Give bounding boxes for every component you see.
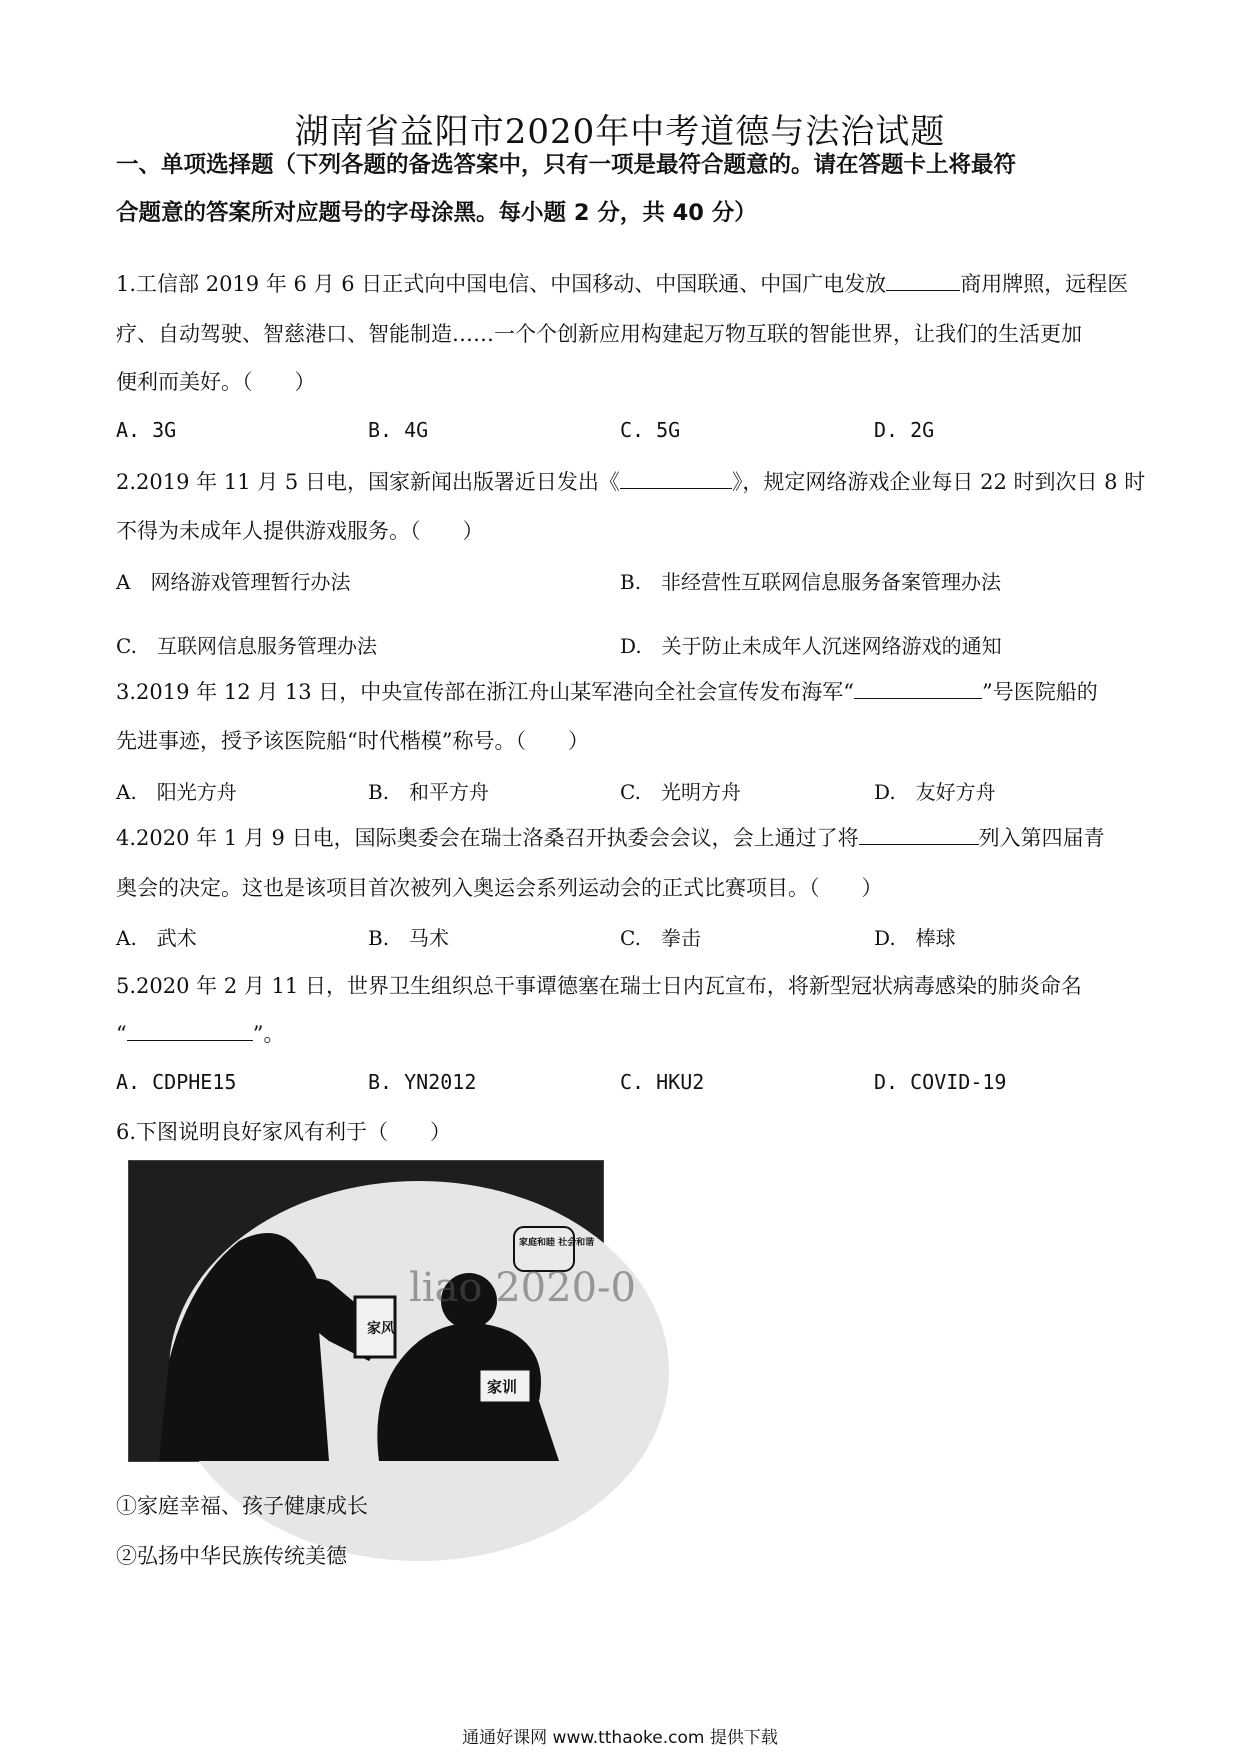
- q4-blank: [859, 826, 979, 845]
- q4-stem-line-2: 奥会的决定。这也是该项目首次被列入奥运会系列运动会的正式比赛项目。（ ）: [116, 876, 883, 900]
- q1-stem-line-3: 便利而美好。（ ）: [116, 370, 316, 394]
- q3-blank: [854, 680, 982, 699]
- section-heading: [116, 141, 1126, 237]
- q5-stem-line-1: 5.2020 年 2 月 11 日，世界卫生组织总干事谭德塞在瑞士日内瓦宣布，将新型冠状病毒感染的肺炎命名: [116, 974, 1082, 998]
- q3-option-b: B. 和平方舟: [368, 780, 490, 804]
- page-title: 湖南省益阳市2020年中考道德与法治试题: [294, 112, 946, 152]
- q5-stem-line-2: [116, 1018, 1146, 1048]
- q2-option-c: C. 互联网信息服务管理办法: [116, 634, 377, 658]
- q6-stem: 6.下图说明良好家风有利于（ ）: [116, 1120, 452, 1144]
- q2-option-d: D. 关于防止未成年人沉迷网络游戏的通知: [620, 634, 1002, 658]
- q3-option-a: A. 阳光方舟: [116, 780, 237, 804]
- q5-option-b: B. YN2012: [368, 1070, 477, 1094]
- footer-source: 通通好课网 www.tthaoke.com 提供下载: [462, 1728, 778, 1748]
- q3-stem-line-1: [116, 676, 1146, 706]
- q3-option-c: C. 光明方舟: [620, 780, 741, 804]
- q1-stem-line-2: 疗、自动驾驶、智慈港口、智能制造……一个个创新应用构建起万物互联的智能世界，让我们的生活更加: [116, 322, 1082, 346]
- q1-option-b: B. 4G: [368, 418, 429, 442]
- q4-text-b: 列入第四届青: [978, 826, 1105, 850]
- q3-option-d: D. 友好方舟: [874, 780, 996, 804]
- q5-option-d: D. COVID-19: [874, 1070, 1007, 1094]
- q2-text-a: 2.2019 年 11 月 5 日电，国家新闻出版署近日发出《: [116, 470, 620, 494]
- sign-2-text: 家训: [487, 1378, 518, 1396]
- q1-option-c: C. 5G: [620, 418, 681, 442]
- watermark-text: liao 2020-0: [409, 1265, 636, 1311]
- q1-option-a: A. 3G: [116, 418, 177, 442]
- q2-stem-line-2: 不得为未成年人提供游戏服务。（ ）: [116, 519, 484, 543]
- q2-text-b: 》，规定网络游戏企业每日 22 时到次日 8 时: [731, 470, 1146, 494]
- q4-option-b: B. 马术: [368, 926, 450, 950]
- q5-option-c: C. HKU2: [620, 1070, 705, 1094]
- bubble-text: 家庭和睦 社会和谐: [519, 1238, 595, 1248]
- q4-text-a: 4.2020 年 1 月 9 日电，国际奥委会在瑞士洛桑召开执委会会议，会上通过了将: [116, 826, 859, 850]
- q4-option-c: C. 拳击: [620, 926, 701, 950]
- q1-option-d: D. 2G: [874, 418, 935, 442]
- q6-item-1: ①家庭幸福、孩子健康成长: [116, 1494, 368, 1518]
- q2-option-a: A 网络游戏管理暂行办法: [116, 570, 351, 594]
- section-heading-line-2: 合题意的答案所对应题号的字母涂黑。每小题 2 分，共 40 分）: [116, 200, 757, 226]
- q2-stem-line-1: [116, 466, 1146, 496]
- q5-text-b: ”。: [252, 1022, 285, 1046]
- q4-option-d: D. 棒球: [874, 926, 956, 950]
- q3-text-a: 3.2019 年 12 月 13 日，中央宣传部在浙江舟山某军港向全社会宣传发布海军“: [116, 680, 855, 704]
- q1-text-a: 1.工信部 2019 年 6 月 6 日正式向中国电信、中国移动、中国联通、中国广电发放: [116, 272, 887, 296]
- sign-1-text: 家风: [367, 1321, 395, 1337]
- q5-blank: [127, 1022, 253, 1041]
- q5-option-a: A. CDPHE15: [116, 1070, 237, 1094]
- q4-stem-line-1: [116, 822, 1146, 852]
- q3-text-b: ”号医院船的: [982, 680, 1098, 704]
- q2-option-b: B. 非经营性互联网信息服务备案管理办法: [620, 570, 1002, 594]
- section-heading-line-1: 一、单项选择题（下列各题的备选答案中，只有一项是最符合题意的。请在答题卡上将最符: [116, 152, 1017, 178]
- q1-text-b: 商用牌照，远程医: [960, 272, 1129, 296]
- q2-blank: [620, 470, 732, 489]
- q3-stem-line-2: 先进事迹，授予该医院船“时代楷模”称号。（ ）: [116, 729, 589, 753]
- q6-item-2: ②弘扬中华民族传统美德: [116, 1544, 347, 1568]
- q4-option-a: A. 武术: [116, 926, 197, 950]
- q5-text-a: “: [116, 1022, 127, 1046]
- q1-blank: [886, 272, 960, 291]
- family-values-illustration: [128, 1160, 636, 1462]
- illustration-svg: [129, 1161, 636, 1461]
- q1-stem-line-1: [116, 268, 1146, 298]
